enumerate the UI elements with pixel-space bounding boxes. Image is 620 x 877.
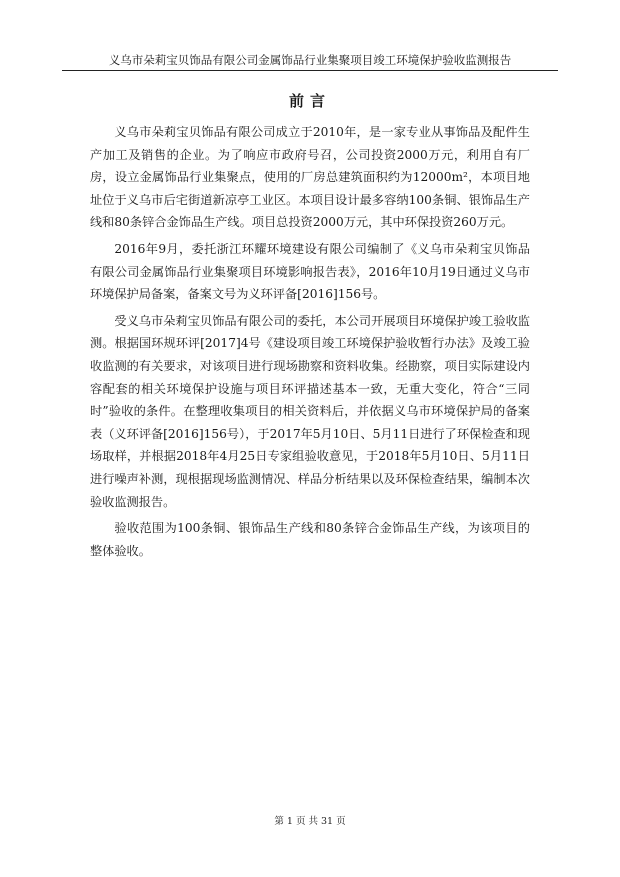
header-divider bbox=[62, 70, 558, 71]
paragraph-monitoring: 受义乌市朵莉宝贝饰品有限公司的委托，本公司开展项目环境保护竣工验收监测。根据国环规环评[2017]4号《建设项目竣工环境保护验收暂行办法》及竣工验收监测的有关要求，对该项目进行现场勘察和资料收集。经勘察，项目实际建设内容配套的相关环境保护设施与项目环评描述基本一致，无重大变化，符合“三同时”验收的条件。在整理收集项目的相关资料后，并依据义乌市环境保护局的备案表（义环评备[2016]156号），于2017年5月10日、5月11日进行了环保检查和现场取样，并根据2018年4月25日专家组验收意见，于2018年5月10日、5月11日进行噪声补测，现根据现场监测情况、样品分析结果以及环保检查结果，编制本次验收监测报告。 bbox=[90, 313, 530, 509]
running-header: 义乌市朵莉宝贝饰品有限公司金属饰品行业集聚项目竣工环境保护验收监测报告 bbox=[108, 53, 512, 67]
page-title: 前言 bbox=[288, 92, 331, 110]
page-number: 第 1 页 共 31 页 bbox=[274, 816, 346, 827]
paragraph-eia: 2016年9月，委托浙江环耀环境建设有限公司编制了《义乌市朵莉宝贝饰品有限公司金属饰品行业集聚项目环境影响报告表》，2016年10月19日通过义乌市环境保护局备案，备案文号为义环评备[2016]156号。 bbox=[90, 241, 530, 302]
paragraph-intro: 义乌市朵莉宝贝饰品有限公司成立于2010年，是一家专业从事饰品及配件生产加工及销售的企业。为了响应市政府号召，公司投资2000万元，利用自有厂房，设立金属饰品行业集聚点，使用的厂房总建筑面积约为12000m²，本项目地址位于义乌市后宅街道新凉亭工业区。本项目设计最多容纳100条铜、银饰品生产线和80条锌合金饰品生产线。项目总投资2000万元，其中环保投资260万元。 bbox=[90, 125, 530, 230]
paragraph-scope: 验收范围为100条铜、银饰品生产线和80条锌合金饰品生产线，为该项目的整体验收。 bbox=[90, 521, 530, 558]
body-text bbox=[90, 121, 530, 566]
